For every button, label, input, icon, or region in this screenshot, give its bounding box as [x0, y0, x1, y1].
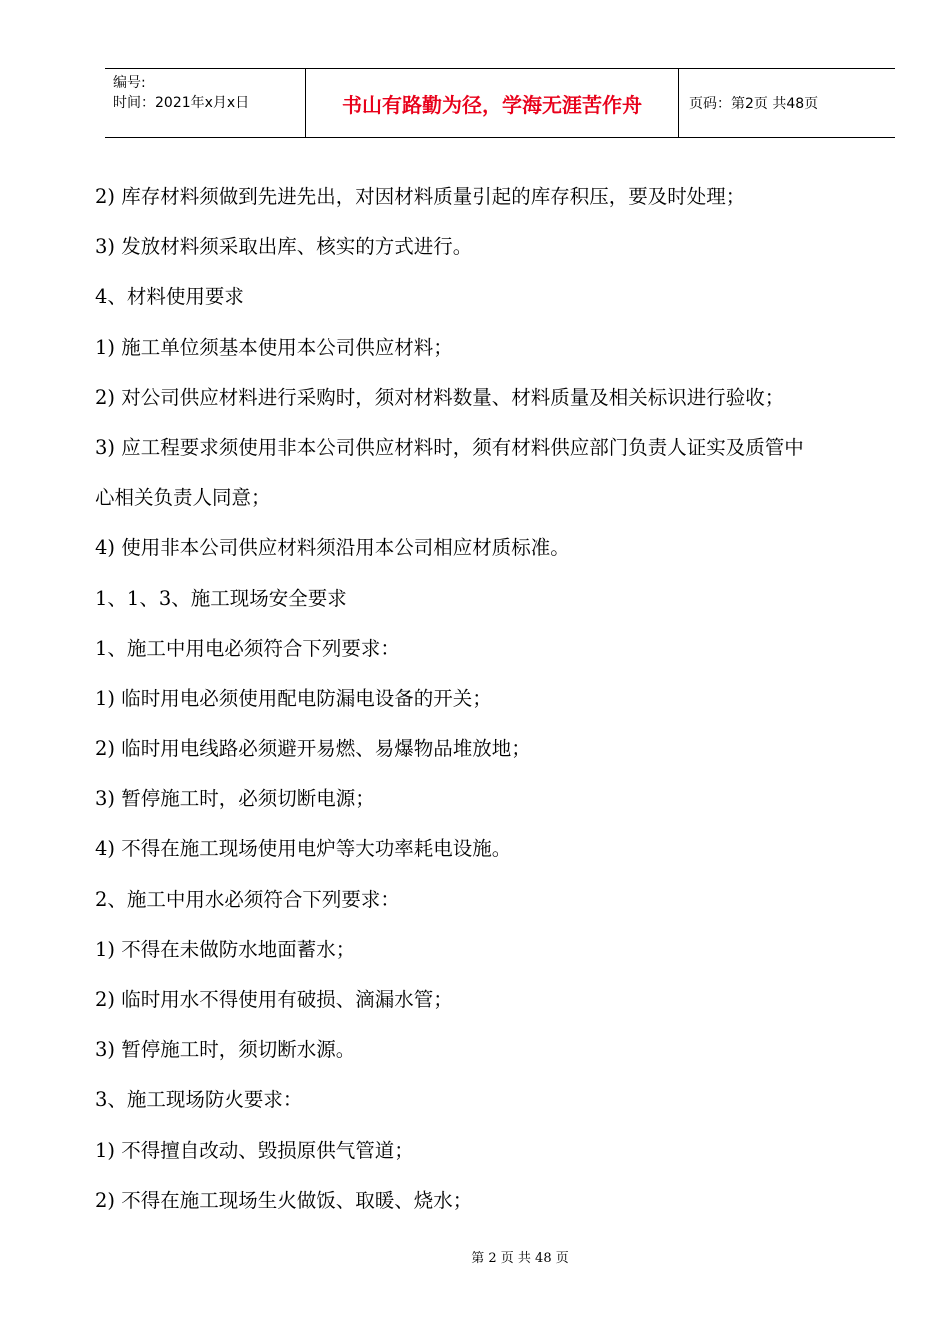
subsection-heading: 3、施工现场防火要求：	[95, 1088, 303, 1112]
section-heading: 4、材料使用要求	[95, 285, 244, 309]
text-line: 1) 临时用电必须使用配电防漏电设备的开关；	[95, 686, 492, 710]
text-line: 4) 不得在施工现场使用电炉等大功率耗电设施。	[95, 837, 512, 861]
text-line: 2) 临时用水不得使用有破损、滴漏水管；	[95, 988, 453, 1011]
subsection-heading: 1、施工中用电必须符合下列要求：	[95, 636, 400, 660]
text-line: 3) 应工程要求须使用非本公司供应材料时，须有材料供应部门负责人证实及质管中	[95, 435, 804, 459]
text-line: 1) 不得擅自改动、毁损原供气管道；	[95, 1138, 414, 1162]
text-line: 2) 不得在施工现场生火做饭、取暖、烧水；	[95, 1188, 473, 1212]
page-header	[105, 68, 895, 138]
text-line: 2) 对公司供应材料进行采购时，须对材料数量、材料质量及相关标识进行验收；	[95, 385, 785, 409]
text-line: 3) 暂停施工时，必须切断电源；	[95, 787, 375, 811]
text-line: 3) 发放材料须采取出库、核实的方式进行。	[95, 235, 473, 259]
text-line: 心相关负责人同意；	[95, 486, 271, 510]
document-body	[95, 172, 907, 1226]
serial-label: 编号:	[113, 75, 146, 91]
text-line: 2) 库存材料须做到先进先出，对因材料质量引起的库存积压，要及时处理；	[95, 185, 746, 208]
text-line: 4) 使用非本公司供应材料须沿用本公司相应材质标准。	[95, 536, 570, 560]
section-heading: 1、1、3、施工现场安全要求	[95, 586, 347, 610]
text-line: 3) 暂停施工时，须切断水源。	[95, 1038, 356, 1062]
header-meta	[105, 69, 306, 137]
date-label: 时间：2021年x月x日	[113, 95, 250, 111]
page-footer: 第 2 页 共 48 页	[471, 1251, 569, 1266]
text-line: 1) 不得在未做防水地面蓄水；	[95, 937, 356, 961]
header-motto: 书山有路勤为径，学海无涯苦作舟	[306, 69, 679, 137]
header-page-info: 页码：第2页 共48页	[689, 96, 819, 112]
text-line: 1) 施工单位须基本使用本公司供应材料；	[95, 335, 453, 359]
subsection-heading: 2、施工中用水必须符合下列要求：	[95, 887, 400, 911]
text-line: 2) 临时用电线路必须避开易燃、易爆物品堆放地；	[95, 737, 531, 761]
